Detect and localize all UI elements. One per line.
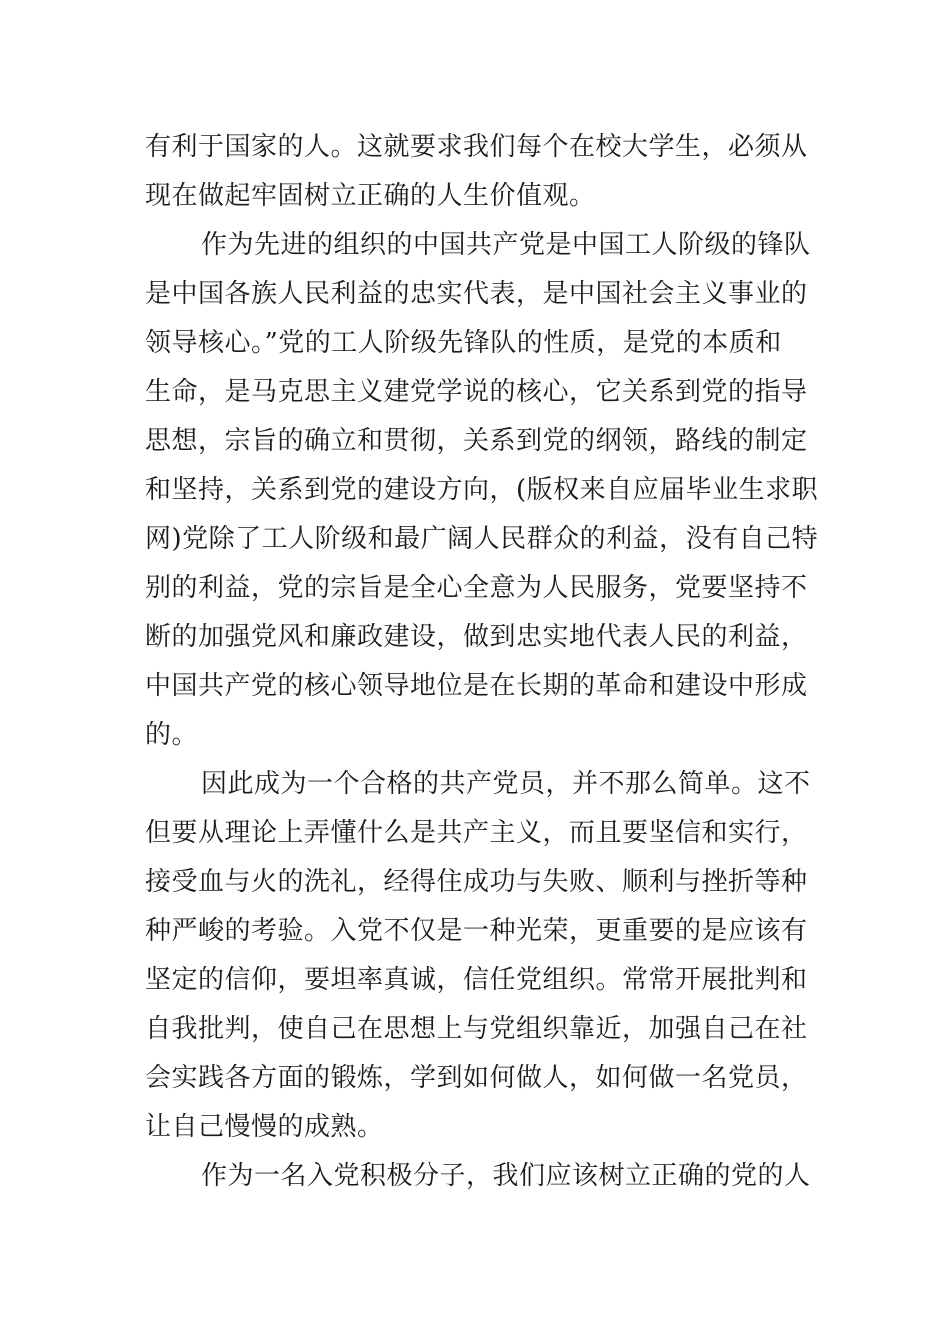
text-line: 别的利益，党的宗旨是全心全意为人民服务，党要坚持不 [145, 573, 808, 603]
paragraph-first-line: 因此成为一个合格的共产党员，并不那么简单。这不 [201, 769, 811, 799]
text-line: 种严峻的考验。入党不仅是一种光荣，更重要的是应该有 [145, 916, 808, 946]
text-line: 领导核心。”党的工人阶级先锋队的性质，是党的本质和 [145, 328, 782, 358]
text-line: 有利于国家的人。这就要求我们每个在校大学生，必须从 [145, 132, 808, 162]
text-line: 接受血与火的洗礼，经得住成功与失败、顺利与挫折等种 [145, 867, 808, 897]
text-line: 中国共产党的核心领导地位是在长期的革命和建设中形成 [145, 671, 808, 701]
text-line: 现在做起牢固树立正确的人生价值观。 [145, 181, 596, 211]
text-line: 会实践各方面的锻炼，学到如何做人，如何做一名党员， [145, 1063, 808, 1093]
text-line: 让自己慢慢的成熟。 [145, 1112, 384, 1142]
text-line: 但要从理论上弄懂什么是共产主义，而且要坚信和实行， [145, 818, 808, 848]
paragraph-first-line: 作为先进的组织的中国共产党是中国工人阶级的锋队 [201, 230, 811, 260]
text-line: 断的加强党风和廉政建设，做到忠实地代表人民的利益， [145, 622, 808, 652]
text-line: 是中国各族人民利益的忠实代表，是中国社会主义事业的 [145, 279, 808, 309]
text-line: 自我批判，使自己在思想上与党组织靠近，加强自己在社 [145, 1014, 808, 1044]
text-line: 思想，宗旨的确立和贯彻，关系到党的纲领，路线的制定 [145, 426, 808, 456]
text-line: 和坚持，关系到党的建设方向，(版权来自应届毕业生求职 [145, 475, 819, 505]
text-line: 网)党除了工人阶级和最广阔人民群众的利益，没有自己特 [145, 524, 819, 554]
text-line: 的。 [145, 720, 199, 750]
paragraph-first-line: 作为一名入党积极分子，我们应该树立正确的党的人 [201, 1161, 811, 1191]
text-line: 坚定的信仰，要坦率真诚，信任党组织。常常开展批判和 [145, 965, 808, 995]
document-body [145, 123, 819, 1201]
text-line: 生命，是马克思主义建党学说的核心，它关系到党的指导 [145, 377, 808, 407]
